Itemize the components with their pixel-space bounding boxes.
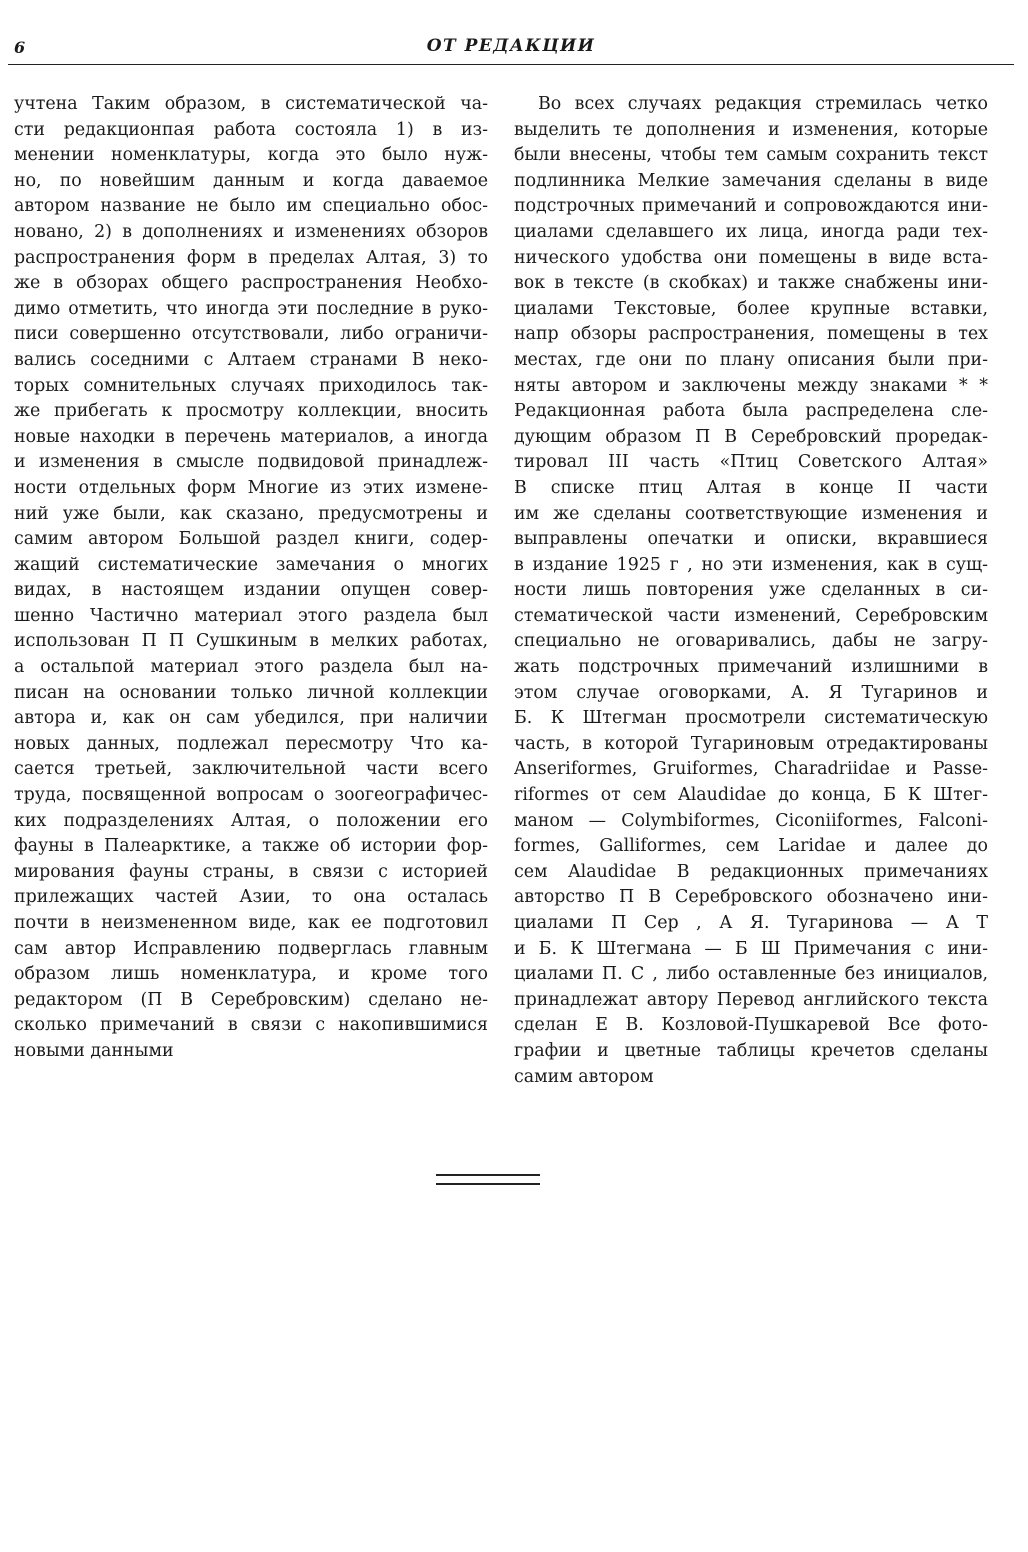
text-line: писи совершенно отсутствовали, либо ограничи- <box>14 324 488 345</box>
text-line: почти в неизмененном виде, как ее подготовил <box>14 913 488 933</box>
text-line: же в обзорах общего распространения Необхо- <box>14 273 488 294</box>
text-line: жащий систематические замечания о многих <box>14 554 488 575</box>
page-header <box>8 34 1014 65</box>
text-line: новано, 2) в дополнениях и изменениях обзоров <box>14 221 488 242</box>
text-line: образом лишь номенклатура, и кроме того <box>14 964 488 985</box>
text-line: сти редакционпая работа состояла 1) в из- <box>14 119 488 140</box>
text-line: напр обзоры распространения, помещены в тех <box>514 324 988 345</box>
text-line: им же сделаны соответствующие изменения и <box>514 503 988 524</box>
text-line: новые находки в перечень материалов, а иногда <box>14 426 488 447</box>
rule-top-line <box>436 1174 540 1176</box>
text-line: этом случае оговорками, А. Я Тугаринов и <box>514 682 988 703</box>
text-line: няты автором и заключены между знаками * * <box>514 375 988 396</box>
text-line: formes, Galliformes, сем Laridae и далее до <box>514 836 988 857</box>
end-of-section-rule <box>436 1174 540 1188</box>
text-line: дующим образом П В Серебровский проредак- <box>514 426 988 447</box>
text-line: писан на основании только личной коллекции <box>14 682 488 703</box>
text-line: циалами сделавшего их лица, иногда ради тех- <box>514 221 988 242</box>
text-line: самим автором <box>514 1066 654 1087</box>
left-column <box>14 92 488 1065</box>
text-line: сделан Е В. Козловой-Пушкаревой Все фото- <box>514 1015 988 1036</box>
text-line: циалами Текстовые, более крупные вставки, <box>514 298 988 319</box>
text-line: циалами П Сер , А Я. Тугаринова — А Т <box>514 913 988 933</box>
text-line: маном — Colymbiformes, Ciconiiformes, Falconi- <box>514 810 988 831</box>
text-line: фауны в Палеарктике, а также об истории фор- <box>14 836 488 857</box>
text-line: новых данных, подлежал пересмотру Что ка- <box>14 733 488 754</box>
text-line: сем Alaudidae В редакционных примечаниях <box>514 861 988 882</box>
text-line: тировал III часть «Птиц Советского Алтая» <box>514 452 988 473</box>
text-line: самим автором Большой раздел книги, содер- <box>14 529 488 550</box>
text-line: видах, в настоящем издании опущен совер- <box>14 580 488 601</box>
text-line: мирования фауны страны, в связи с историей <box>14 861 488 882</box>
text-line: редактором (П В Серебровским) сделано не- <box>14 989 488 1010</box>
text-line: часть, в которой Тугариновым отредактированы <box>514 733 988 754</box>
text-line: ких подразделениях Алтая, о положении его <box>14 810 488 831</box>
text-line: графии и цветные таблицы кречетов сделаны <box>514 1040 988 1061</box>
text-line: а остальпой материал этого раздела был на- <box>14 657 488 678</box>
text-line: сам автор Исправлению подверглась главным <box>14 938 488 959</box>
text-line: торых сомнительных случаях приходилось так- <box>14 375 488 396</box>
text-line: труда, посвященной вопросам о зоогеографичес- <box>14 785 488 806</box>
text-line: автором название не было им специально обос- <box>14 196 488 217</box>
text-line: В списке птиц Алтая в конце II части <box>514 477 988 498</box>
text-line: Редакционная работа была распределена сле- <box>514 401 988 422</box>
text-line: подлинника Мелкие замечания сделаны в виде <box>514 170 988 191</box>
right-column <box>514 92 988 1090</box>
page-number: 6 <box>14 38 26 57</box>
text-line: учтена Таким образом, в систематической ча- <box>14 94 488 114</box>
text-line: и Б. К Штегмана — Б Ш Примечания с ини- <box>514 938 988 959</box>
text-line: прилежащих частей Азии, то она осталась <box>14 887 488 908</box>
running-title: ОТ РЕДАКЦИИ <box>426 36 596 56</box>
text-line: автора и, как он сам убедился, при наличии <box>14 708 488 729</box>
text-line: Anseriformes, Gruiformes, Charadriidae и Passe- <box>514 759 988 780</box>
text-line: жать подстрочных примечаний излишними в <box>514 657 988 678</box>
text-line: в издание 1925 г , но эти изменения, как в сущ- <box>514 554 988 575</box>
text-line: выделить те дополнения и изменения, которые <box>514 119 988 140</box>
text-line: авторство П В Серебровского обозначено ини- <box>514 887 988 908</box>
rule-bottom-line <box>436 1183 540 1185</box>
text-line: сколько примечаний в связи с накопившимися <box>14 1015 488 1036</box>
text-line: Во всех случаях редакция стремилась четко <box>538 94 988 114</box>
text-line: Б. К Штегман просмотрели систематическую <box>514 708 988 729</box>
text-line: и изменения в смысле подвидовой принадлеж- <box>14 452 488 473</box>
text-line: новыми данными <box>14 1040 174 1061</box>
text-line: ний уже были, как сказано, предусмотрены и <box>14 503 488 524</box>
text-line: димо отметить, что иногда эти последние в руко- <box>14 298 488 319</box>
text-line: циалами П. С , либо оставленные без инициалов, <box>514 964 988 985</box>
text-line: riformes от сем Alaudidae до конца, Б К Штег- <box>514 785 988 806</box>
text-line: ности лишь повторения уже сделанных в си- <box>514 580 988 601</box>
text-line: сается третьей, заключительной части всего <box>14 759 488 780</box>
text-line: нического удобства они помещены в виде вста- <box>514 247 988 268</box>
text-line: ности отдельных форм Многие из этих измене- <box>14 477 488 498</box>
text-line: подстрочных примечаний и сопровождаются ини- <box>514 196 988 217</box>
text-line: менении номенклатуры, когда это было нуж- <box>14 145 488 166</box>
text-line: распространения форм в пределах Алтая, 3) то <box>14 247 488 268</box>
text-line: вались соседними с Алтаем странами В неко- <box>14 349 488 370</box>
text-line: вок в тексте (в скобках) и также снабжены ини- <box>514 273 988 294</box>
text-line: местах, где они по плану описания были при- <box>514 349 988 370</box>
text-line: но, по новейшим данным и когда даваемое <box>14 170 488 191</box>
text-line: же прибегать к просмотру коллекции, вносить <box>14 401 488 422</box>
text-line: использован П П Сушкиным в мелких работах, <box>14 631 488 652</box>
text-line: принадлежат автору Перевод английского текста <box>514 989 988 1010</box>
text-line: шенно Частично материал этого раздела был <box>14 605 488 626</box>
text-line: выправлены опечатки и описки, вкравшиеся <box>514 529 988 550</box>
text-line: стематической части изменений, Серебровским <box>514 605 988 626</box>
text-line: специально не оговаривались, дабы не загру- <box>514 631 988 652</box>
text-line: были внесены, чтобы тем самым сохранить текст <box>514 145 988 166</box>
